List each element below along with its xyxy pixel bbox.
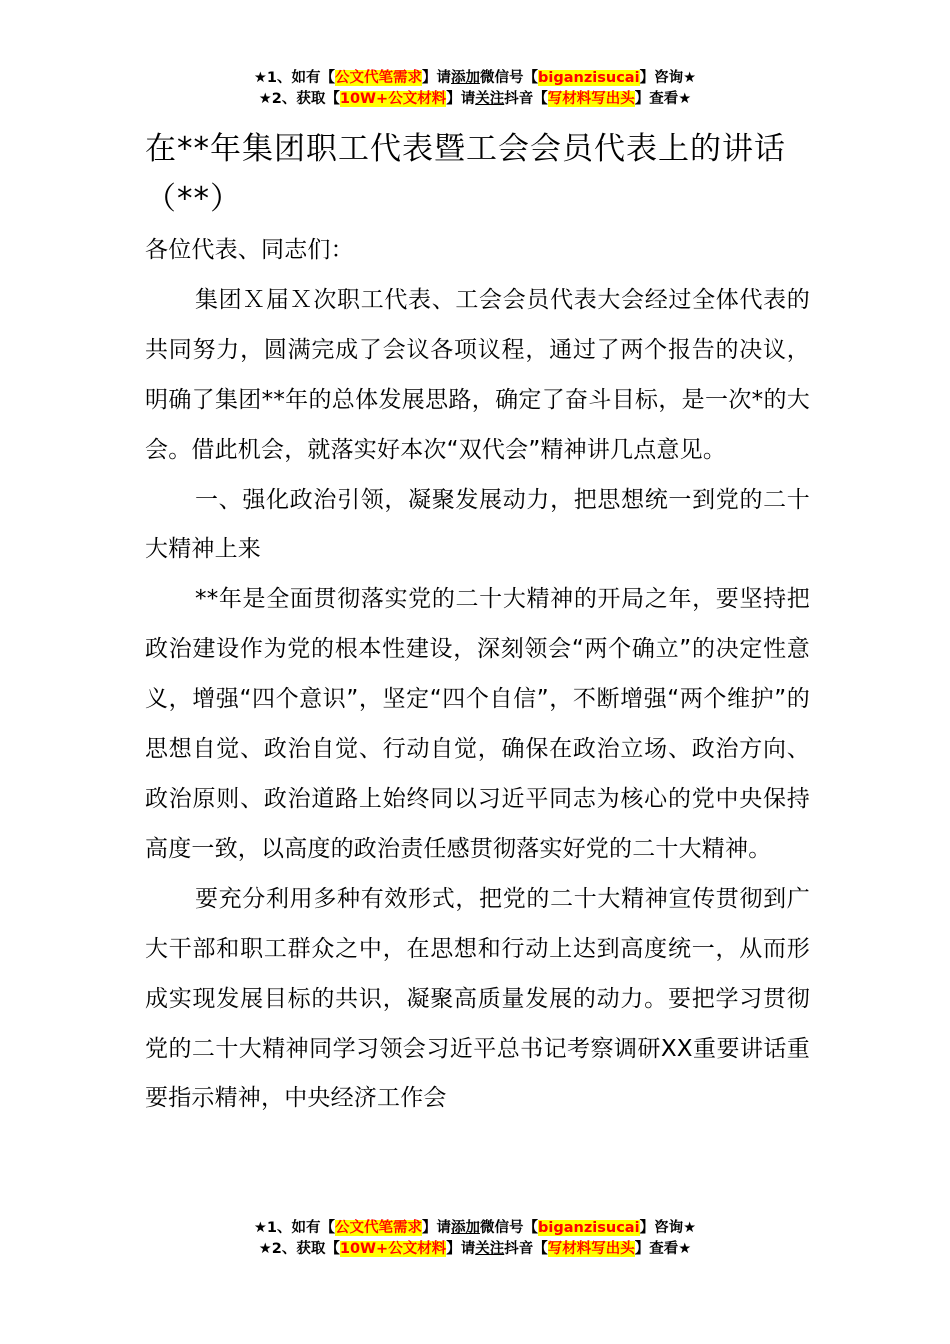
promo-underlined: 添加 xyxy=(451,70,481,86)
promo-text: 】请 xyxy=(446,91,476,107)
promo-text: 】请 xyxy=(422,70,452,86)
promo-text: 】咨询★ xyxy=(639,1220,697,1236)
promo-text: ★1、如有【 xyxy=(253,70,336,86)
paragraph: **年是全面贯彻落实党的二十大精神的开局之年，要坚持把政治建设作为党的根本性建设，深刻领会“两个确立”的决定性意义，增强“四个意识”，坚定“四个自信”，不断增强“两个维护”的思想自觉、政治自觉、行动自觉，确保在政治立场、政治方向、政治原则、政治道路上始终同以习近平同志为核心的党中央保持高度一致，以高度的政治责任感贯彻落实好党的二十大精神。 xyxy=(145,586,810,862)
promo-text: 】请 xyxy=(422,1220,452,1236)
promo-highlight: 10W+公文材料 xyxy=(339,91,447,107)
document-body xyxy=(145,124,810,1124)
promo-text: 】查看★ xyxy=(634,1241,692,1257)
promo-highlight: 公文代笔需求 xyxy=(335,70,423,86)
promo-text: 】查看★ xyxy=(634,91,692,107)
promo-line-1 xyxy=(0,68,950,89)
promo-highlight: 10W+公文材料 xyxy=(339,1241,447,1257)
promo-underlined: 关注 xyxy=(475,91,505,107)
promo-douyin-id: 写材料写出头 xyxy=(547,1241,635,1257)
promo-underlined: 添加 xyxy=(451,1220,481,1236)
section-heading: 一、强化政治引领，凝聚发展动力，把思想统一到党的二十大精神上来 xyxy=(145,486,810,563)
promo-text: 】请 xyxy=(446,1241,476,1257)
promo-banner-bottom xyxy=(0,1218,950,1260)
promo-line-2 xyxy=(0,89,950,110)
promo-text: 微信号【 xyxy=(480,1220,539,1236)
paragraph: 集团Ｘ届Ｘ次职工代表、工会会员代表大会经过全体代表的共同努力，圆满完成了会议各项议程，通过了两个报告的决议，明确了集团**年的总体发展思路，确定了奋斗目标，是一次*的大会。借此机会，就落实好本次“双代会”精神讲几点意见。 xyxy=(145,286,810,463)
promo-text: ★2、获取【 xyxy=(258,91,340,107)
promo-wechat-id: biganzisucai xyxy=(538,1220,640,1236)
promo-text: 抖音【 xyxy=(504,1241,548,1257)
promo-text: ★2、获取【 xyxy=(258,1241,340,1257)
promo-text: 】咨询★ xyxy=(639,70,697,86)
document-title: 在**年集团职工代表暨工会会员代表上的讲话（**） xyxy=(145,131,786,217)
promo-douyin-id: 写材料写出头 xyxy=(547,91,635,107)
promo-text: 抖音【 xyxy=(504,91,548,107)
promo-text: ★1、如有【 xyxy=(253,1220,336,1236)
promo-text: 微信号【 xyxy=(480,70,539,86)
promo-underlined: 关注 xyxy=(475,1241,505,1257)
promo-highlight: 公文代笔需求 xyxy=(335,1220,423,1236)
promo-line-1 xyxy=(0,1218,950,1239)
promo-wechat-id: biganzisucai xyxy=(538,70,640,86)
paragraph: 要充分利用多种有效形式，把党的二十大精神宣传贯彻到广大干部和职工群众之中，在思想和行动上达到高度统一，从而形成实现发展目标的共识，凝聚高质量发展的动力。要把学习贯彻党的二十大精神同学习领会习近平总书记考察调研XX重要讲话重要指示精神，中央经济工作会 xyxy=(145,885,810,1112)
promo-banner-top xyxy=(0,68,950,110)
salutation: 各位代表、同志们： xyxy=(145,237,354,263)
promo-line-2 xyxy=(0,1239,950,1260)
